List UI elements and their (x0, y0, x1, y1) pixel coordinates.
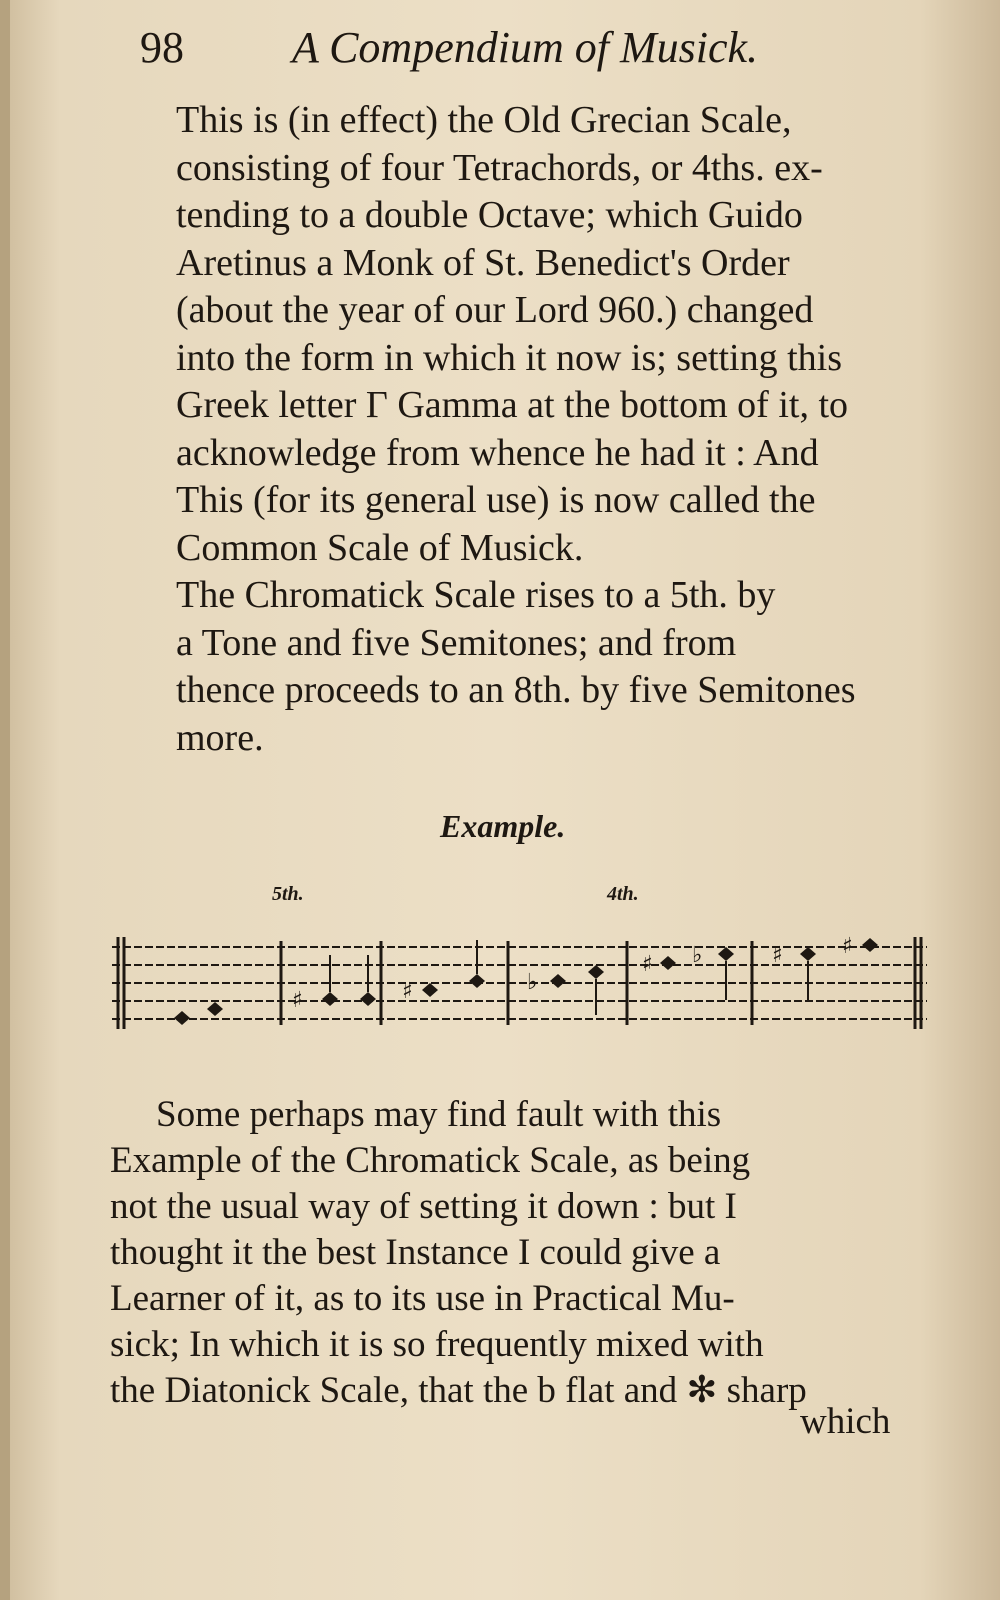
paragraph-chromatick-scale (130, 572, 930, 762)
text-line: consisting of four Tetrachords, or 4ths. ex- (176, 146, 823, 189)
text-line: (about the year of our Lord 960.) changed (176, 289, 814, 331)
text-line: sick; In which it is so frequently mixed with (110, 1324, 764, 1365)
text-line: This (for its general use) is now called the (176, 479, 816, 521)
text-line: thence proceeds to an 8th. by five Semitones (176, 669, 856, 711)
fifth-label: 5th. (272, 883, 304, 905)
page-number: 98 (140, 23, 184, 72)
text-line: more. (176, 716, 264, 759)
text-line: acknowledge from whence he had it : And (176, 431, 819, 474)
svg-text:♭: ♭ (527, 970, 538, 995)
music-staff-example (112, 905, 927, 1040)
text-line: Learner of it, as to its use in Practical Mu- (110, 1278, 735, 1319)
svg-text:♯: ♯ (842, 934, 853, 959)
paragraph-grecian-scale (130, 97, 930, 572)
example-heading: Example. (440, 808, 566, 844)
text-line: This is (in effect) the Old Grecian Scale, (176, 99, 792, 141)
svg-text:♯: ♯ (292, 988, 303, 1013)
svg-text:♭: ♭ (692, 943, 703, 968)
fourth-label: 4th. (607, 883, 639, 905)
text-line: a Tone and five Semitones; and from (176, 621, 737, 664)
paragraph-explanation (110, 1092, 920, 1414)
text-line: Aretinus a Monk of St. Benedict's Order (176, 241, 790, 284)
text-line: the Diatonick Scale, that the b flat and ✻ sharp (110, 1370, 807, 1411)
text-line: Greek letter Γ Gamma at the bottom of it, to (176, 384, 848, 426)
text-line: Some perhaps may find fault with this (156, 1094, 722, 1135)
catchword: which (800, 1401, 891, 1442)
text-line: Example of the Chromatick Scale, as being (110, 1140, 751, 1181)
svg-text:♯: ♯ (402, 979, 413, 1004)
svg-text:♯: ♯ (642, 952, 653, 977)
text-line: The Chromatick Scale rises to a 5th. by (176, 574, 776, 616)
svg-text:♯: ♯ (772, 943, 783, 968)
running-title: A Compendium of Musick. (292, 23, 759, 72)
text-line: not the usual way of setting it down : but I (110, 1186, 737, 1227)
text-line: tending to a double Octave; which Guido (176, 194, 803, 236)
text-line: thought it the best Instance I could give a (110, 1232, 721, 1273)
text-line: Common Scale of Musick. (176, 526, 584, 569)
text-line: into the form in which it now is; setting this (176, 336, 843, 379)
page-header (140, 22, 840, 82)
